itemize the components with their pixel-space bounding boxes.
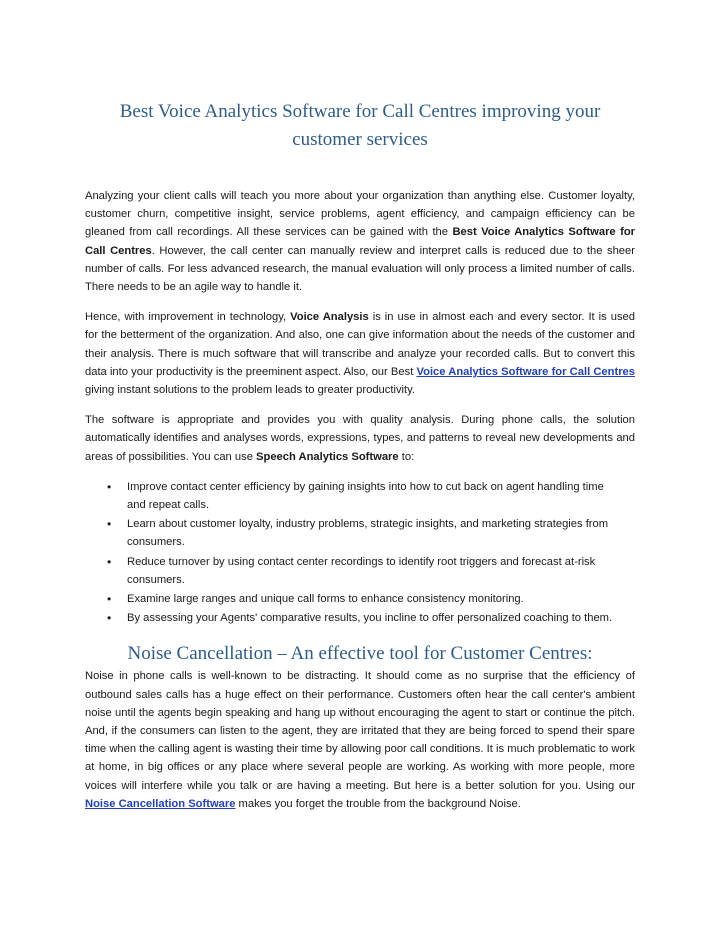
page-title-line-2: customer services — [292, 129, 428, 150]
list-item — [107, 609, 635, 627]
list-item — [107, 515, 635, 551]
page-title — [85, 98, 635, 154]
list-item — [107, 478, 635, 514]
intro-bold-keyword: Best Voice Analytics Software for Call Centres — [85, 226, 636, 257]
page-title-line-1: Best Voice Analytics Software for Call Centres improving your — [119, 101, 601, 122]
voice-analysis-keyword: Voice Analysis — [290, 311, 369, 324]
technology-text-2: is in use in almost each and every sector. It is used for the betterment of the organization. And also, one can give information about the needs of the customer and their analysis. There is much software that will transcribe and analyze your recorded calls. But to convert this data into your productivity is the preeminent aspect. Also, our Best — [85, 311, 635, 378]
list-item-text: By assessing your Agents' comparative results, you incline to offer personalized coaching to them. — [127, 612, 613, 625]
list-item — [107, 590, 635, 608]
bullet-icon: • — [107, 554, 112, 569]
section-heading-noise-cancellation: Noise Cancellation – An effective tool for Customer Centres: — [127, 643, 593, 665]
voice-analytics-software-link[interactable]: Voice Analytics Software for Call Centres — [416, 365, 635, 378]
bullet-icon: • — [107, 479, 112, 494]
software-text-2: to: — [398, 450, 415, 463]
intro-text-1: Analyzing your client calls will teach you more about your organization than anything else. Customer loyalty, customer churn, competitive insight, service problems, agent efficiency, and campaign efficiency can be gleaned from call recordings. All these services can be gained with the — [85, 190, 635, 239]
benefits-list — [85, 478, 635, 628]
list-item-text: Improve contact center efficiency by gaining insights into how to cut back on agent handling time and repeat calls. — [127, 480, 604, 512]
noise-cancellation-software-link[interactable]: Noise Cancellation Software — [85, 797, 236, 810]
noise-text-1: Noise in phone calls is well-known to be distracting. It should come as no surprise that the efficiency of outbound sales calls has a huge effect on their performance. Customers often hear the call center's ambient noise until the agents begin speaking and hang up without encouraging the agent to start or continue the pitch. And, if the consumers can listen to the agent, they are irritated that they are being forced to spend their spare time when the calling agent is wasting their time by allowing poor call conditions. It is much problematic to work at home, in big offices or any place where several people are working. As working with more people, more voices will interfere while you talk or are having a meeting. But here is a better solution for you. Using our — [85, 670, 635, 792]
list-item — [107, 553, 635, 589]
technology-text-3: giving instant solutions to the problem leads to greater productivity. — [85, 384, 416, 397]
noise-text-2: makes you forget the trouble from the background Noise. — [235, 797, 521, 810]
list-item-text: Reduce turnover by using contact center recordings to identify root triggers and forecast at-risk consumers. — [127, 555, 596, 586]
noise-paragraph — [85, 667, 635, 813]
speech-analytics-keyword: Speech Analytics Software — [256, 450, 399, 463]
technology-paragraph — [85, 308, 635, 399]
software-text-1: The software is appropriate and provides you with quality analysis. During phone calls, the solution automatically identifies and analyses words, expressions, types, and patterns to reveal new developments and areas of possibilities. You can use — [85, 414, 635, 463]
bullet-icon: • — [107, 592, 112, 607]
intro-text-2: . However, the call center can manually review and interpret calls is reduced due to the sheer number of calls. For less advanced research, the manual evaluation will only process a limited number of calls. There needs to be an agile way to handle it. — [85, 244, 635, 294]
intro-paragraph — [85, 187, 635, 296]
bullet-icon: • — [107, 517, 112, 532]
software-paragraph — [85, 411, 635, 466]
document-body — [85, 98, 635, 825]
list-item-text: Learn about customer loyalty, industry problems, strategic insights, and marketing strategies from consumers. — [127, 518, 609, 549]
list-item-text: Examine large ranges and unique call forms to enhance consistency monitoring. — [127, 593, 524, 606]
technology-text-1: Hence, with improvement in technology, — [85, 311, 291, 324]
bullet-icon: • — [107, 611, 112, 626]
